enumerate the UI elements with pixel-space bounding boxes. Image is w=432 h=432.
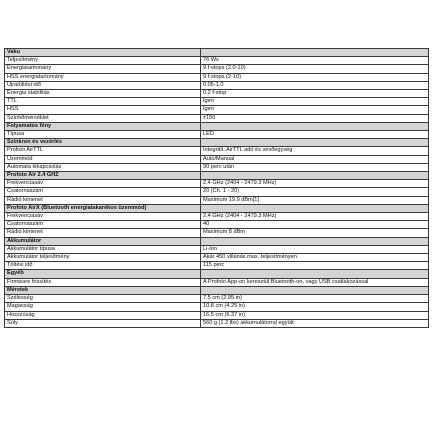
spec-value: 76 Ws — [201, 57, 429, 65]
section-title: Egyéb — [5, 270, 201, 278]
spec-row — [5, 147, 429, 155]
section-title: Akkumulátor — [5, 237, 201, 245]
spec-value: LED — [201, 131, 429, 139]
spec-value: 40 — [201, 221, 429, 229]
spec-label: Üzemmód — [5, 155, 201, 163]
spec-value: 9 f-stops (2.0-10) — [201, 65, 429, 73]
section-header-empty-cell — [201, 286, 429, 294]
spec-row — [5, 65, 429, 73]
spec-row — [5, 295, 429, 303]
section-header-row — [5, 122, 429, 130]
spec-value: Igen — [201, 98, 429, 106]
section-header-empty-cell — [201, 49, 429, 57]
section-header-row — [5, 204, 429, 212]
spec-value: 560 g (1.2 lbs) akkumulátorral együtt — [201, 319, 429, 327]
spec-label: Energia stabilitás — [5, 90, 201, 98]
spec-row — [5, 131, 429, 139]
spec-row — [5, 155, 429, 163]
spec-label: Firmware frissítés — [5, 278, 201, 286]
spec-row — [5, 81, 429, 89]
section-header-empty-cell — [201, 172, 429, 180]
section-title: Folyamatos fény — [5, 122, 201, 130]
spec-row — [5, 319, 429, 327]
spec-value: 0.2 f-stop — [201, 90, 429, 98]
spec-row — [5, 245, 429, 253]
spec-row — [5, 106, 429, 114]
spec-value: ±150 — [201, 114, 429, 122]
section-header-row — [5, 139, 429, 147]
spec-row — [5, 90, 429, 98]
section-title: Profoto AirX (Bluetooth energiatakarékos üzemmód) — [5, 204, 201, 212]
spec-value: Maximum 19.9 dBm[1] — [201, 196, 429, 204]
section-header-empty-cell — [201, 237, 429, 245]
spec-label: Hosszúság — [5, 311, 201, 319]
spec-row — [5, 303, 429, 311]
spec-value: 2.4 GHz (2404 - 2479.3 MHz) — [201, 213, 429, 221]
section-header-row — [5, 270, 429, 278]
spec-value: 90 perc után — [201, 163, 429, 171]
spec-label: Súly — [5, 319, 201, 327]
spec-label: Energiatartomány — [5, 65, 201, 73]
spec-value: 0.05-1.0 — [201, 81, 429, 89]
spec-label: Frekvenciasáv — [5, 180, 201, 188]
spec-label: Profoto AirTTL — [5, 147, 201, 155]
spec-label: Csatornaszám — [5, 188, 201, 196]
section-title: Profoto Air 2.4 GHZ — [5, 172, 201, 180]
section-title: Vaku — [5, 49, 201, 57]
section-header-empty-cell — [201, 204, 429, 212]
spec-value: Auto/Manual — [201, 155, 429, 163]
spec-label: Típusa — [5, 131, 201, 139]
spec-value: 20 (Ch. 1 - 20) — [201, 188, 429, 196]
spec-row — [5, 196, 429, 204]
section-header-empty-cell — [201, 139, 429, 147]
spec-value: Igen — [201, 106, 429, 114]
spec-row — [5, 114, 429, 122]
spec-label: Frekvenciasáv — [5, 213, 201, 221]
spec-value: 2.4 GHz (2404 - 2479.3 MHz) — [201, 180, 429, 188]
spec-label: HSS energiatartomány — [5, 73, 201, 81]
spec-value: Li-Ion — [201, 245, 429, 253]
spec-value: Maximum 8 dBm — [201, 229, 429, 237]
spec-row — [5, 254, 429, 262]
spec-label: HSS — [5, 106, 201, 114]
spec-row — [5, 311, 429, 319]
spec-row — [5, 188, 429, 196]
spec-label: Magasság — [5, 303, 201, 311]
spec-label: Teljesítmény — [5, 57, 201, 65]
spec-label: Színhőmérséklet — [5, 114, 201, 122]
spec-value: 115 perc — [201, 262, 429, 270]
spec-label: Automata kikapcsolás — [5, 163, 201, 171]
spec-label: Akkumulátor típusa — [5, 245, 201, 253]
spec-row — [5, 98, 429, 106]
spec-label: TTL — [5, 98, 201, 106]
spec-table-body — [5, 49, 429, 328]
spec-row — [5, 180, 429, 188]
spec-label: Akkumulátor teljesítmény — [5, 254, 201, 262]
section-header-empty-cell — [201, 122, 429, 130]
spec-value: 10.8 cm (4.25 in) — [201, 303, 429, 311]
spec-row — [5, 221, 429, 229]
spec-value: 9 f-stops (2-10) — [201, 73, 429, 81]
section-header-row — [5, 237, 429, 245]
spec-table — [4, 48, 429, 328]
spec-row — [5, 57, 429, 65]
section-header-row — [5, 172, 429, 180]
spec-label: Töltési idő — [5, 262, 201, 270]
section-title: Szinkron és vezérlés — [5, 139, 201, 147]
spec-row — [5, 278, 429, 286]
spec-row — [5, 229, 429, 237]
spec-row — [5, 73, 429, 81]
spec-value: A Profoto App-on keresztül Bluetooth-on, vagy USB csatlakozással — [201, 278, 429, 286]
section-header-row — [5, 286, 429, 294]
section-header-row — [5, 49, 429, 57]
spec-value: 7.5 cm (2.95 in) — [201, 295, 429, 303]
spec-row — [5, 213, 429, 221]
spec-label: Újratöltési idő — [5, 81, 201, 89]
spec-label: Rádió kimenet — [5, 229, 201, 237]
section-header-empty-cell — [201, 270, 429, 278]
spec-value: Akár 450 villanás max. teljesítményen — [201, 254, 429, 262]
spec-value: 16.5 cm (6.37 in) — [201, 311, 429, 319]
section-title: Méretek — [5, 286, 201, 294]
spec-row — [5, 262, 429, 270]
spec-label: Szélesség — [5, 295, 201, 303]
spec-label: Rádió kimenet — [5, 196, 201, 204]
spec-label: Csatornaszám — [5, 221, 201, 229]
spec-row — [5, 163, 429, 171]
spec-value: Integrált. AirTTL adó és vevőegység — [201, 147, 429, 155]
